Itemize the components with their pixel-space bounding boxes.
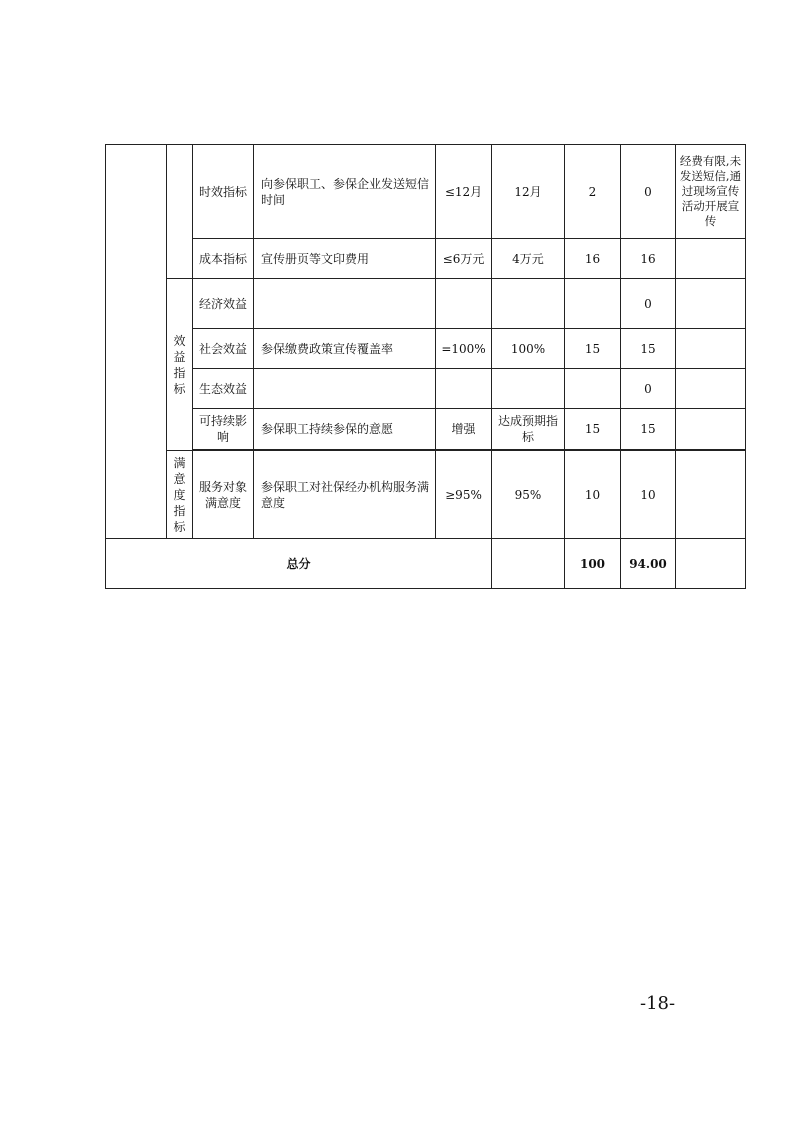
target-cell: [436, 369, 492, 409]
actual-cell: [492, 279, 565, 329]
table-row: [106, 239, 746, 279]
target-cell: [436, 279, 492, 329]
total-score-cell: 94.00: [621, 539, 676, 589]
table-row: [106, 279, 746, 329]
page-number: -18-: [640, 993, 676, 1014]
table-row: [106, 329, 746, 369]
note-cell: [676, 279, 746, 329]
actual-cell: [492, 369, 565, 409]
score-cell: 10: [621, 451, 676, 539]
weight-cell: 15: [565, 409, 621, 450]
actual-cell: 95%: [492, 451, 565, 539]
actual-cell: 达成预期指标: [492, 409, 565, 450]
indicator-cell: 社会效益: [193, 329, 254, 369]
actual-cell: 100%: [492, 329, 565, 369]
indicator-cell: 经济效益: [193, 279, 254, 329]
note-cell: [676, 329, 746, 369]
score-cell: 0: [621, 369, 676, 409]
level2-indicator-cell: [167, 145, 193, 279]
benefit-group-cell: 效益指标: [167, 279, 193, 451]
note-cell: [676, 369, 746, 409]
table-row: [106, 409, 746, 450]
actual-cell: 12月: [492, 145, 565, 239]
level1-indicator-cell: [106, 145, 167, 539]
target-cell: =100%: [436, 329, 492, 369]
content-cell: 参保职工持续参保的意愿: [254, 409, 436, 450]
note-cell: [676, 409, 746, 450]
performance-table: [105, 144, 746, 589]
note-cell: [676, 239, 746, 279]
indicator-cell: 生态效益: [193, 369, 254, 409]
weight-cell: 15: [565, 329, 621, 369]
total-row: [106, 539, 746, 589]
total-weight-cell: 100: [565, 539, 621, 589]
content-cell: [254, 369, 436, 409]
target-cell: ≤12月: [436, 145, 492, 239]
content-cell: 参保职工对社保经办机构服务满意度: [254, 451, 436, 539]
total-label-cell: 总分: [106, 539, 492, 589]
actual-cell: [492, 539, 565, 589]
content-cell: 参保缴费政策宣传覆盖率: [254, 329, 436, 369]
score-cell: 0: [621, 145, 676, 239]
content-cell: [254, 279, 436, 329]
note-cell: [676, 451, 746, 539]
score-cell: 0: [621, 279, 676, 329]
table-row: [106, 369, 746, 409]
weight-cell: [565, 369, 621, 409]
indicator-cell: 服务对象满意度: [193, 451, 254, 539]
target-cell: ≥95%: [436, 451, 492, 539]
score-cell: 15: [621, 409, 676, 450]
weight-cell: 2: [565, 145, 621, 239]
table-row: [106, 451, 746, 539]
actual-cell: 4万元: [492, 239, 565, 279]
indicator-cell: 时效指标: [193, 145, 254, 239]
content-cell: 宣传册页等文印费用: [254, 239, 436, 279]
satisfaction-group-cell: 满意度指标: [167, 451, 193, 539]
weight-cell: 10: [565, 451, 621, 539]
content-cell: 向参保职工、参保企业发送短信时间: [254, 145, 436, 239]
target-cell: 增强: [436, 409, 492, 450]
table-row: [106, 145, 746, 239]
score-cell: 15: [621, 329, 676, 369]
target-cell: ≤6万元: [436, 239, 492, 279]
note-cell: [676, 539, 746, 589]
indicator-cell: 可持续影响: [193, 409, 254, 450]
indicator-cell: 成本指标: [193, 239, 254, 279]
weight-cell: 16: [565, 239, 621, 279]
score-cell: 16: [621, 239, 676, 279]
note-cell: 经费有限,未发送短信,通过现场宣传活动开展宣传: [676, 145, 746, 239]
weight-cell: [565, 279, 621, 329]
